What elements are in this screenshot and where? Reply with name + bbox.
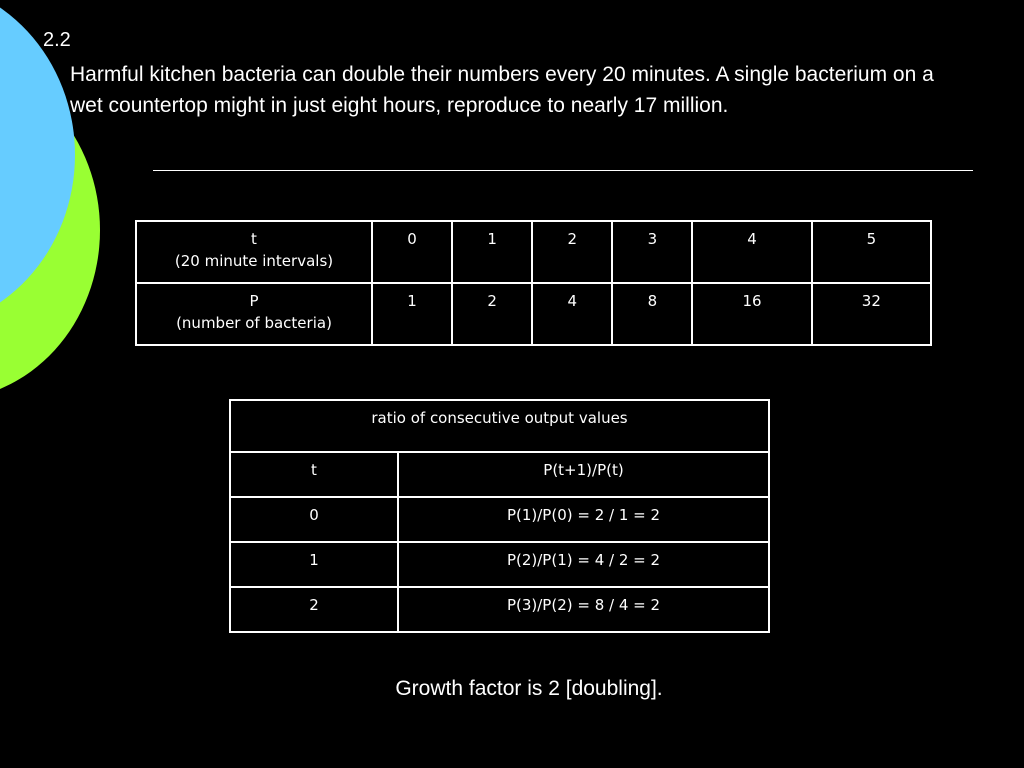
row-header-t — [136, 221, 372, 283]
table-cell: 32 — [812, 283, 931, 345]
table-row — [230, 542, 769, 587]
table-cell: 4 — [532, 283, 612, 345]
table-cell: P(1)/P(0) = 2 / 1 = 2 — [398, 497, 769, 542]
row-header-t-label: t — [251, 230, 257, 248]
table-row-p — [136, 283, 931, 345]
ratio-table-title-row — [230, 400, 769, 452]
row-header-p — [136, 283, 372, 345]
table-cell: 1 — [372, 283, 452, 345]
table-cell: 0 — [230, 497, 398, 542]
ratio-table-header-row — [230, 452, 769, 497]
table-cell: 0 — [372, 221, 452, 283]
intro-paragraph: Harmful kitchen bacteria can double their numbers every 20 minutes. A single bacterium on a wet countertop might in just eight hours, reproduce to nearly 17 million. — [70, 63, 934, 117]
divider-line — [153, 170, 973, 171]
table-row — [230, 587, 769, 632]
row-header-p-sublabel: (number of bacteria) — [176, 314, 332, 332]
row-header-p-label: P — [249, 292, 259, 310]
slide-number: 2.2 — [43, 29, 71, 51]
table-cell: P(2)/P(1) = 4 / 2 = 2 — [398, 542, 769, 587]
table-cell: 2 — [532, 221, 612, 283]
table-cell: 5 — [812, 221, 931, 283]
table-cell: P(3)/P(2) = 8 / 4 = 2 — [398, 587, 769, 632]
row-header-t-sublabel: (20 minute intervals) — [174, 252, 334, 270]
conclusion-text: Growth factor is 2 [doubling]. — [395, 677, 663, 700]
table-cell: 16 — [692, 283, 811, 345]
ratio-table-title: ratio of consecutive output values — [230, 400, 769, 452]
column-header-ratio: P(t+1)/P(t) — [398, 452, 769, 497]
table-cell: 3 — [612, 221, 692, 283]
table-cell: 2 — [452, 283, 532, 345]
ratio-table — [229, 399, 770, 633]
table-cell: 8 — [612, 283, 692, 345]
growth-table — [135, 220, 932, 346]
table-row — [230, 497, 769, 542]
table-cell: 1 — [230, 542, 398, 587]
table-cell: 2 — [230, 587, 398, 632]
table-cell: 4 — [692, 221, 811, 283]
table-cell: 1 — [452, 221, 532, 283]
column-header-t: t — [230, 452, 398, 497]
table-row-t — [136, 221, 931, 283]
